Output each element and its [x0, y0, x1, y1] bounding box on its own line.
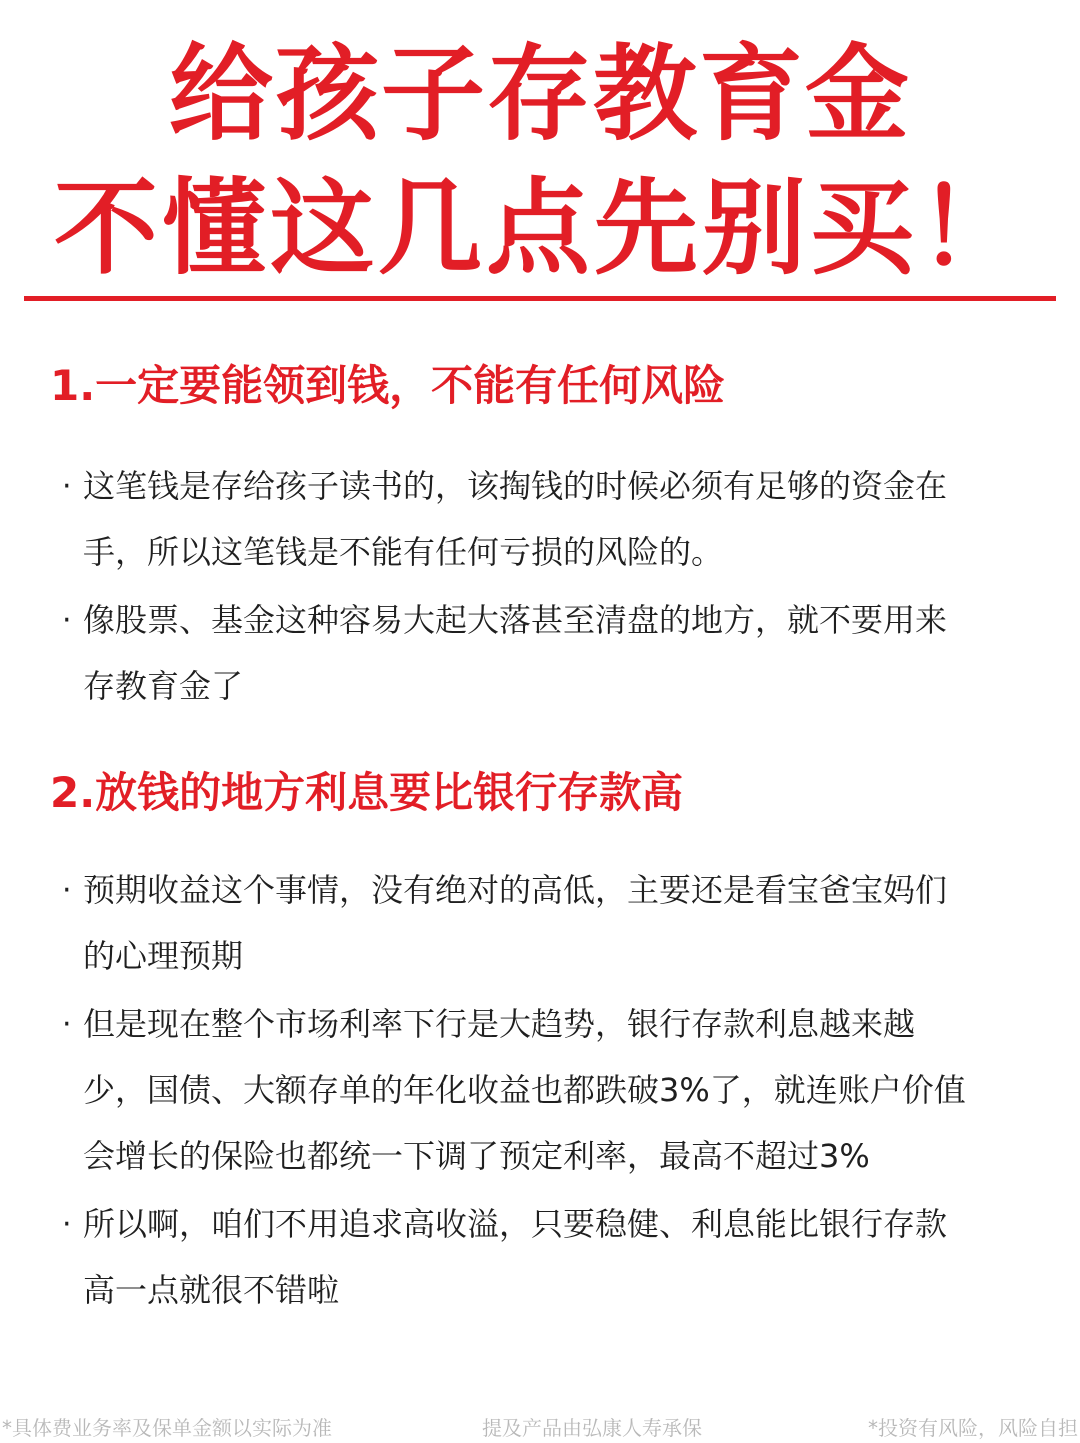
section-2-bullet-2-line-1: 但是现在整个市场利率下行是大趋势，银行存款利息越来越	[83, 1005, 916, 1043]
section-2-bullet-1-line-2: 的心理预期	[83, 937, 244, 975]
section-2-bullet-3-line-1: 所以啊，咱们不用追求高收溢，只要稳健、利息能比银行存款	[83, 1205, 948, 1243]
main-title-line-2: 不懂这几点先别买！	[53, 167, 1026, 289]
section-1-bullet-1-line-1: 这笔钱是存给孩子读书的，该掏钱的时候必须有足够的资金在	[83, 467, 948, 505]
footer-disclaimer-underwriter: 提及产品由弘康人寿承保	[482, 1416, 702, 1440]
section-1-heading: 1.一定要能领到钱，不能有任何风险	[50, 361, 726, 410]
section-2-bullet-1-dot: ·	[62, 873, 72, 908]
section-2-bullet-2-line-2: 少，国债、大额存单的年化收益也都跌破3%了，就连账户价值	[83, 1071, 966, 1109]
section-2-heading: 2.放钱的地方利息要比银行存款高	[50, 768, 684, 817]
section-1-bullet-2-line-1: 像股票、基金这种容易大起大落甚至清盘的地方，就不要用来	[83, 601, 948, 639]
section-2-bullet-3-line-2: 高一点就很不错啦	[83, 1271, 340, 1309]
section-1-bullet-1-line-2: 手，所以这笔钱是不能有任何亏损的风险的。	[83, 533, 724, 571]
main-title-line-1: 给孩子存教育金	[168, 33, 911, 155]
footer-disclaimer-rates: *具体费业务率及保单金额以实际为准	[2, 1416, 332, 1440]
section-1-bullet-2-line-2: 存教育金了	[83, 667, 244, 705]
section-2-bullet-2-line-3: 会增长的保险也都统一下调了预定利率，最高不超过3%	[83, 1137, 870, 1175]
section-2-bullet-2-dot: ·	[62, 1007, 72, 1042]
footer-disclaimer-risk: *投资有风险，风险自担	[868, 1416, 1078, 1440]
section-2-bullet-3-dot: ·	[62, 1207, 72, 1242]
section-1-bullet-1-dot: ·	[62, 469, 72, 504]
title-divider	[24, 296, 1056, 301]
section-2-bullet-1-line-1: 预期收益这个事情，没有绝对的高低，主要还是看宝爸宝妈们	[83, 871, 948, 909]
section-1-bullet-2-dot: ·	[62, 603, 72, 638]
